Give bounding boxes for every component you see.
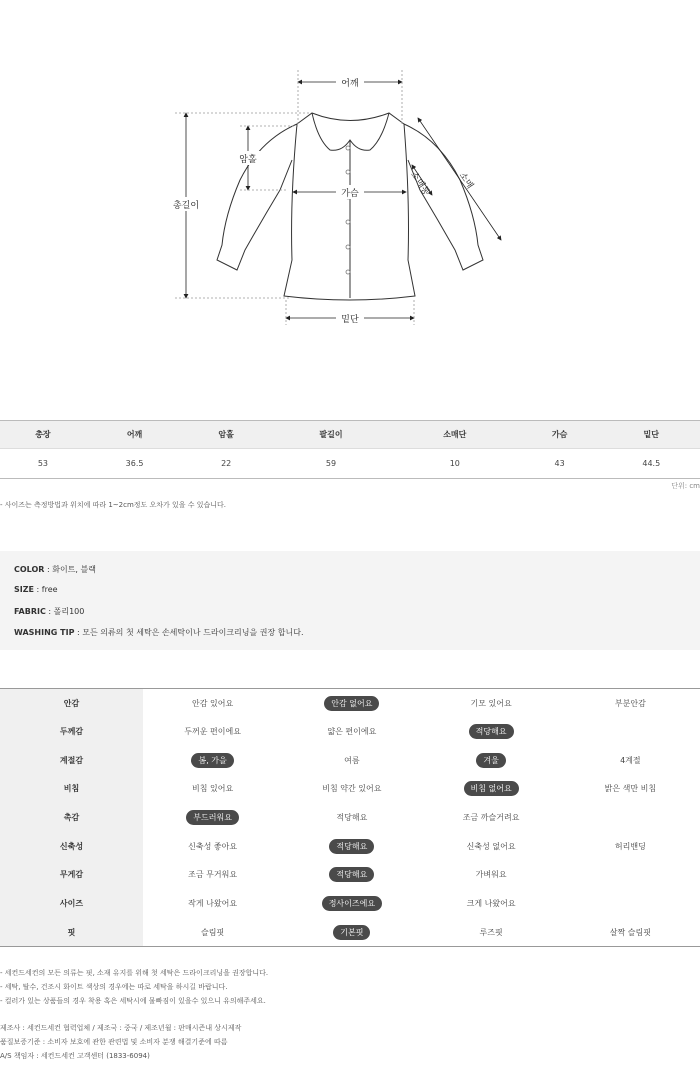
feel-row-label: 핏	[0, 918, 143, 947]
size-note: - 사이즈는 측정방법과 위치에 따라 1~2cm정도 오차가 있을 수 있습니다.	[0, 501, 227, 509]
feel-option-cell	[143, 803, 282, 832]
feel-option-selected: 비침 없어요	[464, 781, 519, 796]
feel-option-text: 작게 나왔어요	[188, 899, 238, 909]
size-table-row	[0, 449, 700, 479]
feel-row-label: 신축성	[0, 832, 143, 861]
label-armhole: 암홀	[239, 155, 257, 165]
manufacturer-line: A/S 책임자 : 세컨드세컨 고객센터 (1833-6094)	[0, 1052, 150, 1060]
label-total-length: 총길이	[172, 201, 200, 211]
feel-row	[0, 803, 700, 832]
feel-option-selected: 정사이즈에요	[322, 896, 382, 911]
feel-option-cell	[422, 889, 561, 918]
label-shoulder: 어깨	[341, 79, 359, 89]
feel-option-cell	[143, 889, 282, 918]
manufacturer-line: 제조사 : 세컨드세컨 협력업체 / 제조국 : 중국 / 제조년월 : 판매시즌내 상시제작	[0, 1024, 242, 1032]
feel-row-label: 계절감	[0, 746, 143, 775]
size-header-cell: 총장	[0, 421, 86, 449]
size-header-cell: 팔길이	[269, 421, 393, 449]
feel-option-cell	[561, 832, 700, 861]
feel-option-cell	[143, 717, 282, 746]
feel-option-text: 적당해요	[336, 813, 368, 823]
size-header-cell: 암홀	[183, 421, 269, 449]
feel-option-cell	[143, 832, 282, 861]
feel-option-cell	[282, 889, 421, 918]
feel-option-cell	[143, 918, 282, 947]
feel-option-text: 허리밴딩	[614, 841, 646, 851]
feel-option-selected: 적당해요	[329, 839, 374, 854]
feel-option-cell	[561, 775, 700, 804]
feel-option-text: 신축성 좋아요	[188, 841, 238, 851]
feel-option-selected: 봄, 가을	[191, 753, 233, 768]
feel-option-cell	[282, 689, 421, 718]
feel-option-selected: 겨울	[476, 753, 505, 768]
feel-row	[0, 832, 700, 861]
info-washing-label: WASHING TIP	[14, 628, 75, 637]
info-size-value: : free	[34, 585, 58, 594]
size-value-cell: 59	[269, 449, 393, 479]
feel-row-label: 사이즈	[0, 889, 143, 918]
feel-option-cell	[422, 832, 561, 861]
feel-row	[0, 861, 700, 890]
feel-option-cell	[143, 746, 282, 775]
feel-option-text: 신축성 없어요	[466, 841, 516, 851]
feel-option-text: 살짝 슬림핏	[609, 927, 651, 937]
feel-option-text: 부분안감	[614, 698, 646, 708]
size-table	[0, 420, 700, 479]
info-fabric	[14, 606, 84, 617]
info-size-label: SIZE	[14, 585, 35, 594]
feel-option-cell	[143, 689, 282, 718]
feel-option-selected: 적당해요	[469, 724, 514, 739]
feel-option-cell	[561, 918, 700, 947]
feel-option-cell	[422, 803, 561, 832]
feel-option-cell	[282, 775, 421, 804]
feel-option-cell	[422, 861, 561, 890]
size-value-cell: 36.5	[86, 449, 183, 479]
feel-row-label: 촉감	[0, 803, 143, 832]
size-value-cell: 43	[517, 449, 603, 479]
feel-row	[0, 775, 700, 804]
feel-option-selected: 기본핏	[333, 925, 370, 940]
feel-option-cell	[561, 861, 700, 890]
fabric-feel-table	[0, 688, 700, 947]
size-header-cell: 가슴	[517, 421, 603, 449]
feel-option-cell	[282, 861, 421, 890]
feel-option-cell	[561, 689, 700, 718]
feel-option-text: 슬림핏	[201, 927, 225, 937]
blouse-diagram	[0, 0, 700, 400]
feel-row-label: 안감	[0, 689, 143, 718]
feel-option-cell	[422, 775, 561, 804]
feel-option-text: 조금 무거워요	[188, 870, 238, 880]
care-note-item: - 세컨드세컨의 모든 의류는 핏, 소재 유지를 위해 첫 세탁은 드라이크리닝을 권장합니다.	[0, 969, 269, 977]
info-size	[14, 585, 58, 594]
feel-option-text: 얇은 편이에요	[327, 727, 377, 737]
info-color	[14, 564, 96, 575]
feel-option-text: 비침 있어요	[192, 784, 234, 794]
feel-option-text: 여름	[344, 755, 360, 765]
feel-option-cell	[422, 918, 561, 947]
feel-option-cell	[282, 832, 421, 861]
feel-row	[0, 918, 700, 947]
feel-row	[0, 717, 700, 746]
manufacturer-info	[0, 1021, 241, 1063]
feel-option-selected: 부드러워요	[186, 810, 239, 825]
feel-option-cell	[561, 746, 700, 775]
manufacturer-line: 품질보증기준 : 소비자 보호에 관한 관련법 및 소비자 분쟁 해결기준에 따름	[0, 1038, 228, 1046]
feel-row	[0, 746, 700, 775]
feel-option-selected: 안감 없어요	[324, 696, 379, 711]
size-header-cell: 소매단	[393, 421, 517, 449]
feel-option-selected: 적당해요	[329, 867, 374, 882]
care-note-item: - 컬러가 있는 상품들의 경우 착용 혹은 세탁시에 물빠짐이 있을수 있으니 유의해주세요.	[0, 997, 266, 1005]
feel-option-cell	[422, 746, 561, 775]
feel-option-text: 안감 있어요	[192, 698, 234, 708]
care-notes	[0, 966, 268, 1008]
feel-row-label: 비침	[0, 775, 143, 804]
feel-option-text: 비침 약간 있어요	[322, 784, 382, 794]
feel-option-text: 두꺼운 편이에요	[184, 727, 241, 737]
feel-option-text: 루즈핏	[479, 927, 503, 937]
size-table-header	[0, 421, 700, 449]
info-color-value: : 화이트, 블랙	[44, 565, 96, 574]
feel-option-cell	[282, 717, 421, 746]
care-note-item: - 세탁, 탈수, 건조시 화이트 색상의 경우에는 따로 세탁을 하시길 바랍니다.	[0, 983, 228, 991]
info-washing-value: : 모든 의류의 첫 세탁은 손세탁이나 드라이크리닝을 권장 합니다.	[74, 628, 304, 637]
feel-option-cell	[422, 689, 561, 718]
feel-option-cell	[422, 717, 561, 746]
size-header-cell: 어깨	[86, 421, 183, 449]
feel-option-cell	[561, 717, 700, 746]
info-color-label: COLOR	[14, 565, 45, 574]
feel-option-text: 크게 나왔어요	[466, 899, 516, 909]
product-info-box	[0, 551, 700, 650]
label-sleeve-width: 소매통	[408, 170, 432, 198]
info-fabric-label: FABRIC	[14, 607, 46, 616]
size-value-cell: 10	[393, 449, 517, 479]
info-fabric-value: : 폴리100	[45, 607, 85, 616]
size-header-cell: 밑단	[603, 421, 700, 449]
feel-option-text: 조금 까슬거려요	[462, 813, 520, 823]
feel-row	[0, 889, 700, 918]
info-washing	[14, 627, 304, 638]
feel-row	[0, 689, 700, 718]
size-value-cell: 22	[183, 449, 269, 479]
feel-option-cell	[282, 803, 421, 832]
size-value-cell: 53	[0, 449, 86, 479]
feel-option-text: 가벼워요	[475, 870, 507, 880]
feel-option-cell	[561, 889, 700, 918]
feel-option-cell	[143, 775, 282, 804]
feel-option-cell	[561, 803, 700, 832]
feel-option-text: 4계절	[620, 755, 641, 765]
feel-option-cell	[282, 746, 421, 775]
feel-option-cell	[282, 918, 421, 947]
label-sleeve: 소매	[456, 170, 475, 191]
feel-row-label: 두께감	[0, 717, 143, 746]
size-diagram	[0, 0, 700, 400]
feel-row-label: 무게감	[0, 861, 143, 890]
size-value-cell: 44.5	[603, 449, 700, 479]
feel-option-text: 밝은 색만 비침	[604, 784, 657, 794]
feel-option-text: 기모 있어요	[470, 698, 512, 708]
size-unit: 단위: cm	[671, 482, 700, 490]
feel-option-cell	[143, 861, 282, 890]
label-chest: 가슴	[341, 189, 359, 199]
label-hem: 밑단	[341, 315, 359, 325]
